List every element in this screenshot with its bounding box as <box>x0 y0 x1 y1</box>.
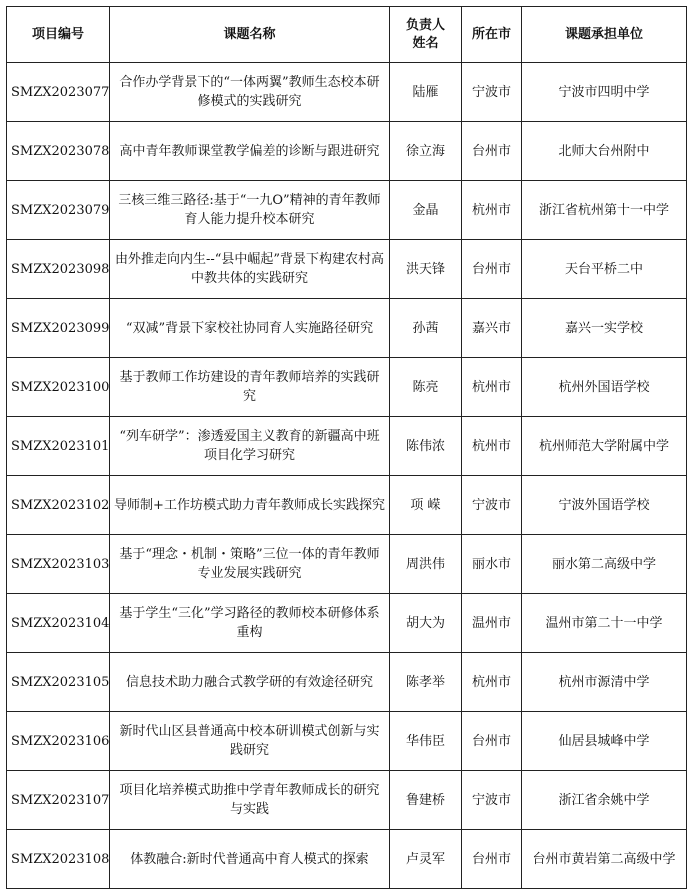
cell-city: 杭州市 <box>462 181 522 240</box>
cell-unit: 宁波市四明中学 <box>522 63 687 122</box>
cell-topic: 基于教师工作坊建设的青年教师培养的实践研究 <box>110 358 390 417</box>
cell-leader: 洪天锋 <box>390 240 462 299</box>
cell-leader: 孙茜 <box>390 299 462 358</box>
header-unit: 课题承担单位 <box>522 7 687 63</box>
table-row <box>7 122 687 181</box>
cell-leader: 项 嵘 <box>390 476 462 535</box>
table-row <box>7 535 687 594</box>
table-row <box>7 830 687 889</box>
cell-topic: 项目化培养模式助推中学青年教师成长的研究与实践 <box>110 771 390 830</box>
header-topic: 课题名称 <box>110 7 390 63</box>
cell-unit: 杭州外国语学校 <box>522 358 687 417</box>
cell-topic: 由外推走向内生--“县中崛起”背景下构建农村高中教共体的实践研究 <box>110 240 390 299</box>
cell-code: SMZX2023105 <box>7 653 110 712</box>
table-row <box>7 712 687 771</box>
cell-city: 宁波市 <box>462 63 522 122</box>
cell-topic: “列车研学”：渗透爱国主义教育的新疆高中班项目化学习研究 <box>110 417 390 476</box>
cell-code: SMZX2023099 <box>7 299 110 358</box>
header-row <box>7 7 687 63</box>
cell-unit: 浙江省杭州第十一中学 <box>522 181 687 240</box>
cell-leader: 陆雁 <box>390 63 462 122</box>
cell-unit: 杭州师范大学附属中学 <box>522 417 687 476</box>
cell-unit: 杭州市源清中学 <box>522 653 687 712</box>
table-row <box>7 417 687 476</box>
cell-unit: 仙居县城峰中学 <box>522 712 687 771</box>
cell-city: 台州市 <box>462 830 522 889</box>
cell-topic: 导师制+工作坊模式助力青年教师成长实践探究 <box>110 476 390 535</box>
table-row <box>7 181 687 240</box>
cell-code: SMZX2023102 <box>7 476 110 535</box>
cell-code: SMZX2023108 <box>7 830 110 889</box>
cell-code: SMZX2023100 <box>7 358 110 417</box>
table-row <box>7 771 687 830</box>
cell-leader: 陈伟浓 <box>390 417 462 476</box>
cell-topic: 高中青年教师课堂教学偏差的诊断与跟进研究 <box>110 122 390 181</box>
table-row <box>7 299 687 358</box>
cell-topic: 合作办学背景下的“一体两翼”教师生态校本研修模式的实践研究 <box>110 63 390 122</box>
cell-topic: 体教融合:新时代普通高中育人模式的探索 <box>110 830 390 889</box>
cell-unit: 天台平桥二中 <box>522 240 687 299</box>
cell-city: 台州市 <box>462 122 522 181</box>
cell-city: 嘉兴市 <box>462 299 522 358</box>
cell-unit: 温州市第二十一中学 <box>522 594 687 653</box>
cell-unit: 台州市黄岩第二高级中学 <box>522 830 687 889</box>
cell-city: 杭州市 <box>462 653 522 712</box>
cell-city: 宁波市 <box>462 771 522 830</box>
cell-leader: 徐立海 <box>390 122 462 181</box>
cell-code: SMZX2023104 <box>7 594 110 653</box>
table-row <box>7 240 687 299</box>
cell-leader: 陈孝举 <box>390 653 462 712</box>
cell-unit: 北师大台州附中 <box>522 122 687 181</box>
cell-unit: 丽水第二高级中学 <box>522 535 687 594</box>
cell-leader: 卢灵军 <box>390 830 462 889</box>
cell-code: SMZX2023106 <box>7 712 110 771</box>
cell-city: 台州市 <box>462 712 522 771</box>
cell-city: 杭州市 <box>462 358 522 417</box>
header-code: 项目编号 <box>7 7 110 63</box>
cell-leader: 鲁建桥 <box>390 771 462 830</box>
cell-unit: 嘉兴一实学校 <box>522 299 687 358</box>
header-leader-line1: 负责人 <box>405 17 445 33</box>
cell-leader: 周洪伟 <box>390 535 462 594</box>
table-row <box>7 594 687 653</box>
cell-city: 温州市 <box>462 594 522 653</box>
table-row <box>7 358 687 417</box>
cell-city: 丽水市 <box>462 535 522 594</box>
cell-city: 台州市 <box>462 240 522 299</box>
table-row <box>7 63 687 122</box>
header-city: 所在市 <box>462 7 522 63</box>
cell-topic: “双减”背景下家校社协同育人实施路径研究 <box>110 299 390 358</box>
cell-topic: 基于学生“三化”学习路径的教师校本研修体系重构 <box>110 594 390 653</box>
header-leader-line2: 姓名 <box>412 35 439 51</box>
cell-code: SMZX2023101 <box>7 417 110 476</box>
projects-table <box>6 6 687 889</box>
table-row <box>7 476 687 535</box>
cell-code: SMZX2023078 <box>7 122 110 181</box>
cell-city: 杭州市 <box>462 417 522 476</box>
cell-leader: 金晶 <box>390 181 462 240</box>
cell-leader: 华伟臣 <box>390 712 462 771</box>
cell-code: SMZX2023077 <box>7 63 110 122</box>
header-leader <box>390 7 462 63</box>
table-row <box>7 653 687 712</box>
cell-code: SMZX2023103 <box>7 535 110 594</box>
cell-city: 宁波市 <box>462 476 522 535</box>
cell-leader: 胡大为 <box>390 594 462 653</box>
cell-code: SMZX2023098 <box>7 240 110 299</box>
cell-leader: 陈亮 <box>390 358 462 417</box>
cell-topic: 信息技术助力融合式教学研的有效途径研究 <box>110 653 390 712</box>
cell-unit: 浙江省余姚中学 <box>522 771 687 830</box>
cell-unit: 宁波外国语学校 <box>522 476 687 535</box>
cell-topic: 三核三维三路径:基于“一九O”精神的青年教师育人能力提升校本研究 <box>110 181 390 240</box>
cell-topic: 基于“理念・机制・策略”三位一体的青年教师专业发展实践研究 <box>110 535 390 594</box>
cell-code: SMZX2023107 <box>7 771 110 830</box>
cell-code: SMZX2023079 <box>7 181 110 240</box>
cell-topic: 新时代山区县普通高中校本研训模式创新与实践研究 <box>110 712 390 771</box>
